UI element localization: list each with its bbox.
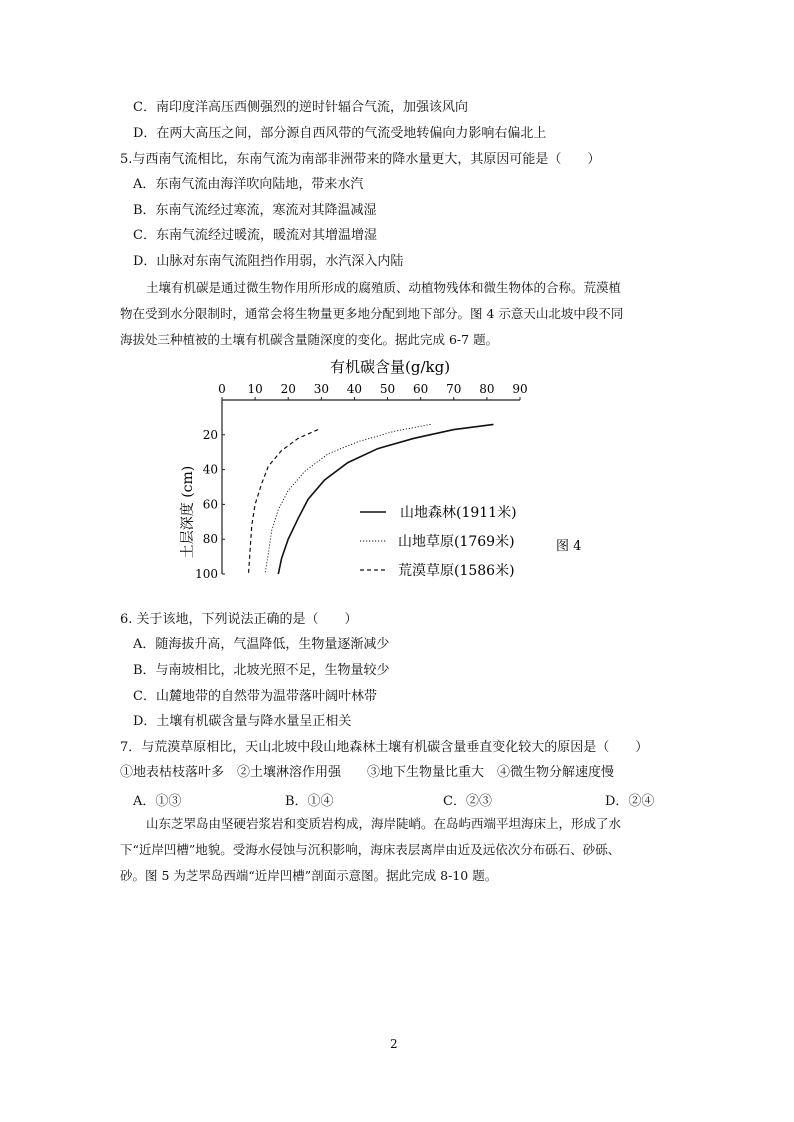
x-tick-label: 20 — [280, 382, 296, 396]
x-tick-label: 50 — [379, 382, 396, 396]
q5-option-d: D．山脉对东南气流阻挡作用弱，水汽深入内陆 — [133, 254, 404, 269]
x-tick-label: 70 — [446, 382, 462, 396]
passage1-line3: 海拔处三种植被的土壤有机碳含量随深度的变化。据此完成 6-7 题。 — [120, 332, 499, 347]
series-line-1 — [278, 424, 493, 574]
y-tick-label: 40 — [202, 462, 218, 477]
q6-option-d: D．土壤有机碳含量与降水量呈正相关 — [133, 714, 352, 729]
q6-stem: 6. 关于该地，下列说法正确的是（ ） — [120, 612, 358, 627]
x-tick-label: 90 — [512, 382, 528, 396]
q6-option-a: A．随海拔升高，气温降低，生物量逐渐减少 — [133, 637, 390, 652]
q6-option-c: C．山麓地带的自然带为温带落叶阔叶林带 — [133, 689, 377, 704]
x-tick-label: 80 — [479, 382, 495, 396]
q5-stem: 5.与西南气流相比，东南气流为南部非洲带来的降水量更大，其原因可能是（ ） — [120, 152, 601, 167]
x-tick-label: 0 — [218, 382, 226, 396]
q7-option-d: D．②④ — [605, 794, 655, 809]
y-tick-label: 80 — [202, 532, 218, 547]
q7-option-b: B．①④ — [285, 794, 334, 809]
q5-option-a: A．东南气流由海洋吹向陆地，带来水汽 — [133, 177, 364, 192]
q5-option-b: B．东南气流经过寒流，寒流对其降温减湿 — [133, 203, 377, 218]
legend-label-1: 山地森林(1911米) — [400, 505, 517, 521]
chart-title: 有机碳含量(g/kg) — [330, 358, 451, 376]
passage2-line2: 下“近岸凹槽”地貌。受海水侵蚀与沉积影响，海床表层离岸由近及远依次分布砾石、砂砾、 — [120, 842, 621, 857]
q6-option-b: B．与南坡相比，北坡光照不足，生物量较少 — [133, 663, 390, 678]
y-tick-label: 60 — [202, 497, 218, 512]
passage1-line2: 物在受到水分限制时，通常会将生物量更多地分配到地下部分。图 4 示意天山北坡中段不同 — [120, 306, 624, 321]
y-tick-label: 20 — [202, 427, 218, 442]
legend-label-3: 荒漠草原(1586米) — [398, 563, 515, 579]
chart-y-axis-label: 土层深度 (cm) — [180, 465, 196, 559]
x-tick-label: 60 — [413, 382, 429, 396]
passage2-line1: 山东芝罘岛由坚硬岩浆岩和变质岩构成，海岸陡峭。在岛屿西端平坦海床上，形成了水 — [146, 816, 622, 831]
y-tick-label: 100 — [195, 567, 218, 581]
passage2-line3: 砂。图 5 为芝罘岛西端“近岸凹槽”剖面示意图。据此完成 8-10 题。 — [120, 868, 498, 883]
q5-option-c: C．东南气流经过暖流，暖流对其增温增湿 — [133, 228, 377, 243]
x-tick-label: 30 — [313, 382, 329, 396]
passage1-line1: 土壤有机碳是通过微生物作用所形成的腐殖质、动植物残体和微生物体的合称。荒漠植 — [146, 280, 622, 295]
soil-carbon-chart — [170, 352, 590, 584]
q7-option-a: A．①③ — [133, 794, 182, 809]
q7-option-c: C．②③ — [443, 794, 492, 809]
page-number: 2 — [390, 1037, 398, 1051]
q7-statements: ①地表枯枝落叶多 ②土壤淋溶作用强 ③地下生物量比重大 ④微生物分解速度慢 — [120, 765, 615, 780]
series-line-2 — [265, 424, 431, 574]
x-tick-label: 10 — [247, 382, 263, 396]
figure-label: 图 4 — [556, 539, 582, 554]
x-tick-label: 40 — [346, 382, 363, 396]
q4-option-d: D．在两大高压之间，部分源自西风带的气流受地转偏向力影响右偏北上 — [133, 126, 547, 141]
q4-option-c: C．南印度洋高压西侧强烈的逆时针辐合气流，加强该风向 — [133, 100, 468, 115]
legend-label-2: 山地草原(1769米) — [398, 534, 515, 550]
q7-stem: 7．与荒漠草原相比，天山北坡中段山地森林土壤有机碳含量垂直变化较大的原因是（ ） — [120, 740, 649, 755]
